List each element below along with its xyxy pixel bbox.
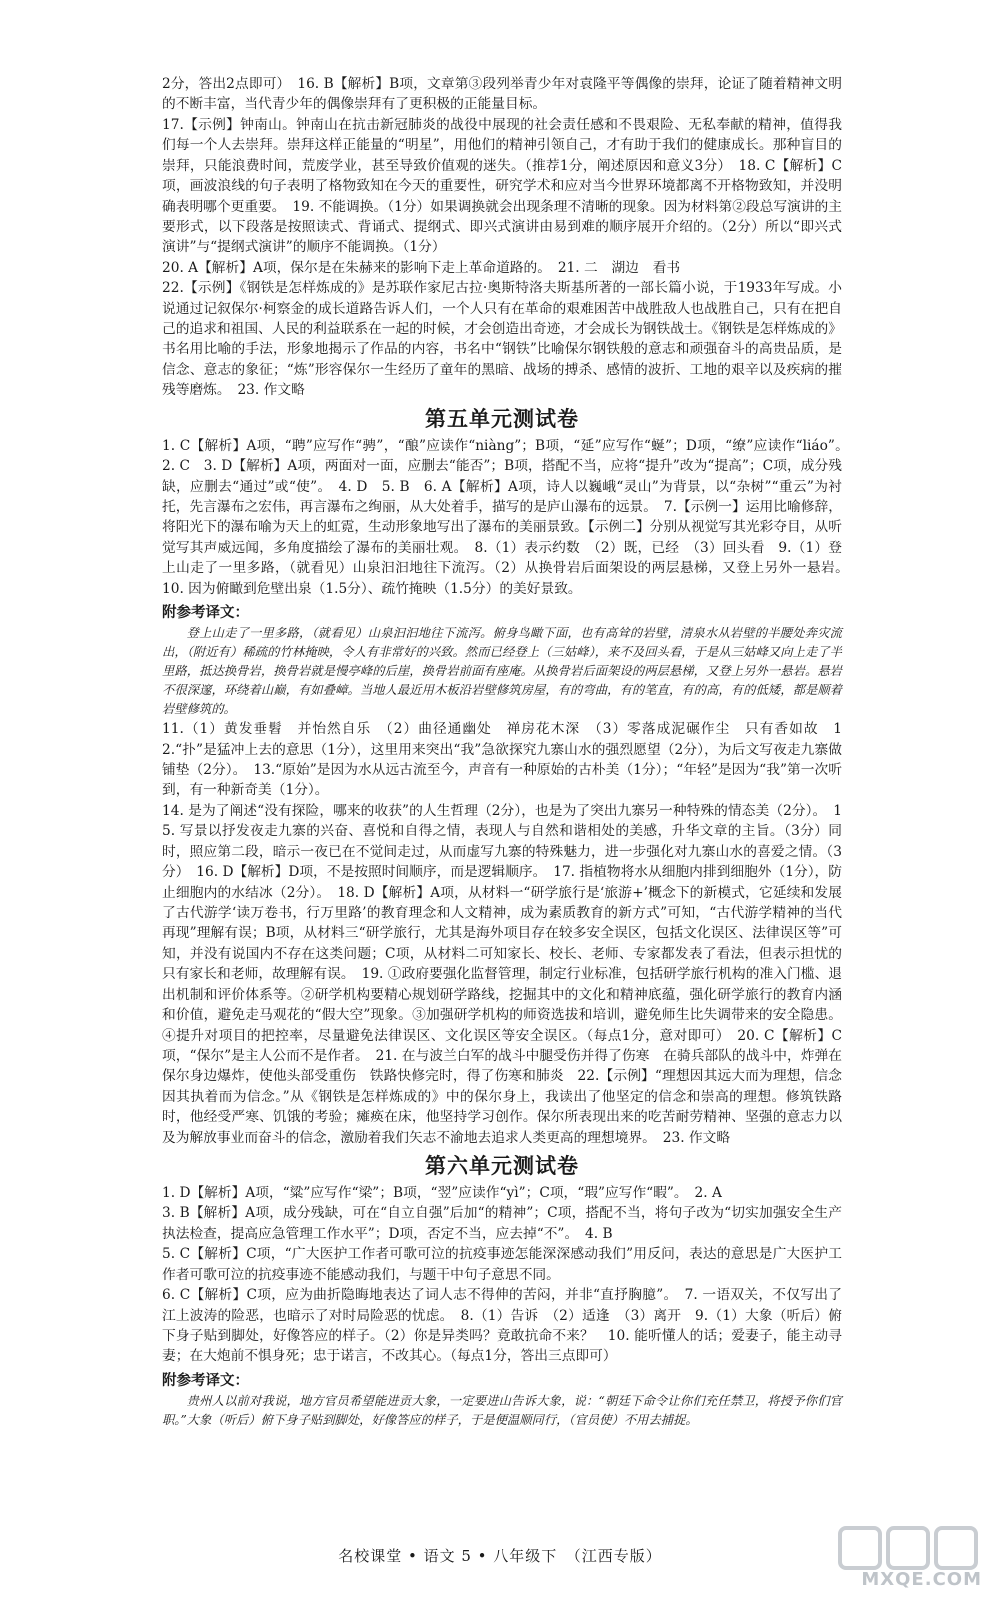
watermark-url: MXQE.COM — [861, 1569, 982, 1590]
answer-paragraph: 22.【示例】《钢铁是怎样炼成的》是苏联作家尼古拉·奥斯特洛夫斯基所著的一部长篇小说，于1933年写成。小说通过记叙保尔·柯察金的成长道路告诉人们，一个人只有在革命的艰难困苦中战胜敌人也战胜自己，只有在把自己的追求和祖国、人民的利益联系在一起的时候，才会创造出奇迹，才会成长为钢铁战士。《钢铁是怎样炼成的》书名用比喻的手法，形象地揭示了作品的内容，书名中“钢铁”比喻保尔钢铁般的意志和顽强奋斗的高贵品质，是信念、意志的象征；“炼”形容保尔一生经历了童年的黑暗、战场的搏杀、感情的波折、工地的艰辛以及疾病的摧残等磨炼。 23. 作文略 — [162, 280, 842, 399]
answer-paragraph: 1. C【解析】A项，“聘”应写作“骋”，“酿”应读作“niàng”；B项，“延”应写作“蜒”；D项，“缭”应读作“liáo”。 2. C 3. D【解析】A项，两面对一面，应删去“能否”；B项，搭配不当，应将“提升”改为“提高”；C项，成分残缺，应删去“通过”或“使”。 4. D 5. B 6. A【解析】A项，诗人以巍峨“灵山”为背景，以“杂树”“重云”为衬托，先言瀑布之宏伟，再言瀑布之绚丽，从大处着手，描写的是庐山瀑布的远景。 7.【示例一】运用比喻修辞，将阳光下的瀑布喻为天上的虹霓，生动形象地写出了瀑布的美丽景致。【示例二】分别从视觉写其光彩夺目，从听觉写其声威远闻，多角度描绘了瀑布的美丽壮观。 8.（1）表示约数 （2）既，已经 （3）回头看 9.（1）登上山走了一里多路，（就看见）山泉汩汩地往下流泻。（2）从换骨岩后面架设的两层悬梯，又登上另外一悬岩。 10. 因为俯瞰到危壁出泉（1.5分）、疏竹掩映（1.5分）的美好景致。 — [162, 437, 856, 597]
reference-translation: 贵州人以前对我说，地方官员希望能进贡大象，一定要进山告诉大象，说：“朝廷下命令让你们充任禁卫，将授予你们官职。”大象（听后）俯下身子贴到脚处，好像答应的样子，于是便温顺同行，（官员使）不用去捕捉。 — [162, 1393, 842, 1427]
answer-paragraph: 11.（1）黄发垂髫 并怡然自乐 （2）曲径通幽处 禅房花木深 （3）零落成泥碾作尘 只有香如故 12.“扑”是猛冲上去的意思（1分），这里用来突出“我”急欲探究九寨山水的强烈愿望（2分），为后文写夜走九寨做铺垫（2分）。 13.“原始”是因为水从远古流至今，声音有一种原始的古朴美（1分）；“年轻”是因为“我”第一次听到，有一种新奇美（1分）。 — [162, 721, 842, 799]
watermark-icon — [836, 1522, 986, 1570]
answer-paragraph: 3. B【解析】A项，成分残缺，可在“自立自强”后加“的精神”；C项，搭配不当，将句子改为“切实加强安全生产执法检查，提高应急管理工作水平”；D项，否定不当，应去掉“不”。 4. B — [162, 1205, 842, 1242]
watermark-logo — [836, 1522, 986, 1590]
answer-paragraph: 1. D【解析】A项，“粱”应写作“梁”；B项，“翌”应读作“yì”；C项，“瑕”应写作“暇”。 2. A — [162, 1185, 722, 1202]
section-heading: 第五单元测试卷 — [425, 406, 579, 431]
section-heading: 第六单元测试卷 — [425, 1154, 579, 1179]
answer-content — [162, 74, 856, 1430]
page-footer: 名校课堂 • 语文 5 • 八年级下 （江西专版） — [338, 1547, 662, 1565]
answer-paragraph: 14. 是为了阐述“没有探险，哪来的收获”的人生哲理（2分），也是为了突出九寨另一种特殊的情态美（2分）。 15. 写景以抒发夜走九寨的兴奋、喜悦和自得之情，表现人与自然和谐相处的美感，升华文章的主旨。（3分）同时，照应第二段，暗示一夜已在不觉间走过，从而虚写九寨的特殊魅力，进一步强化对九寨山水的喜爱之情。（3分） 16. D【解析】D项，不是按照时间顺序，而是逻辑顺序。 17. 指植物将水从细胞内排到细胞外（1分），防止细胞内的水结冰（2分）。 18. D【解析】A项，从材料一“研学旅行是‘旅游+’概念下的新模式，它延续和发展了古代游学‘读万卷书，行万里路’的教育理念和人文精神，成为素质教育的新方式”可知，“古代游学精神的当代再现”理解有误；B项，从材料三“研学旅行，尤其是海外项目存在较多安全误区，包括文化误区、法律误区等”可知，并没有说国内不存在这类问题；C项，从材料二可知家长、校长、老师、专家都发表了看法，但表示担忧的只有家长和老师，故理解有误。 19. ①政府要强化监督管理，制定行业标准，包括研学旅行机构的准入门槛、退出机制和评价体系等。②研学机构要精心规划研学路线，挖掘其中的文化和精神底蕴，强化研学旅行的教育内涵和价值，避免走马观花的“假大空”现象。③加强研学机构的师资选拔和培训，避免师生比失调带来的安全隐患。④提升对项目的把控率，尽量避免法律误区、文化误区等安全误区。（每点1分，意对即可） 20. C【解析】C项，“保尔”是主人公而不是作者。 21. 在与波兰白军的战斗中腿受伤并得了伤寒 在骑兵部队的战斗中，炸弹在保尔身边爆炸，使他头部受重伤 铁路快修完时，得了伤寒和肺炎 22.【示例】“理想因其远大而为理想，信念因其执着而为信念。”从《钢铁是怎样炼成的》中的保尔身上，我读出了他坚定的信念和崇高的理想。修筑铁路时，他经受严寒、饥饿的考验；瘫痪在床，他坚持学习创作。保尔所表现出来的吃苦耐劳精神、坚强的意志力以及为解放事业而奋斗的信念，激励着我们矢志不渝地去追求人类更高的理想境界。 23. 作文略 — [162, 802, 842, 1146]
reference-translation-label: 附参考译文： — [162, 605, 249, 622]
reference-translation: 登上山走了一里多路，（就看见）山泉汩汩地往下流泻。俯身鸟瞰下面，也有高耸的岩壁，清泉水从岩壁的半腰处奔灾流出，（附近有）稀疏的竹林掩映，令人有非常好的兴致。然而已经登上（三姑峰），来不及回头看，于是从三姑峰又向上走了半里路，抵达换骨岩，换骨岩就是慢亭峰的后崖，换骨岩前面有座庵。从换骨岩后面架设的两层悬梯，又登上另外一悬岩。悬岩不很深邃，环绕着山巅，有如叠嶂。当地人最近用木板沿岩壁修筑房屋，有的弯曲，有的笔直，有的高，有的低矮，都是顺着岩壁修筑的。 — [162, 626, 842, 717]
answer-paragraph: 2分，答出2点即可） 16. B【解析】B项，文章第③段列举青少年对袁隆平等偶像的崇拜，论证了随着精神文明的不断丰富，当代青少年的偶像崇拜有了更积极的正能量目标。 — [162, 76, 842, 113]
answer-paragraph: 6. C【解析】C项，应为曲折隐晦地表达了词人志不得伸的苦闷，并非“直抒胸臆”。 7. 一语双关，不仅写出了江上波涛的险恶，也暗示了对时局险恶的忧虑。 8.（1）告诉 （2）适逢 （3）离开 9.（1）大象（听后）俯下身子贴到脚处，好像答应的样子。（2）你是异类吗？竟敢抗命不来？ 10. 能听懂人的话；爱妻子，能主动寻妻；在大炮前不惧身死；忠于诺言，不改其心。（每点1分，答出三点即可） — [162, 1287, 842, 1365]
answer-paragraph: 5. C【解析】C项，“广大医护工作者可歌可泣的抗疫事迹怎能深深感动我们”用反问，表达的意思是广大医护工作者可歌可泣的抗疫事迹不能感动我们，与题干中句子意思不同。 — [162, 1246, 842, 1283]
answer-paragraph: 20. A【解析】A项，保尔是在朱赫来的影响下走上革命道路的。 21. 二 湖边 看书 — [162, 259, 681, 276]
answer-paragraph: 17.【示例】钟南山。钟南山在抗击新冠肺炎的战役中展现的社会责任感和不畏艰险、无私奉献的精神，值得我们每一个人去崇拜。崇拜这样正能量的“明星”，用他们的精神引领自己，才有助于我们的健康成长。那种盲目的崇拜，只能浪费时间，荒废学业，甚至导致价值观的迷失。（推荐1分，阐述原因和意义3分） 18. C【解析】C项，画波浪线的句子表明了格物致知在今天的重要性，研究学术和应对当今世界环境都离不开格物致知，并没明确表明哪个更重要。 19. 不能调换。（1分）如果调换就会出现条理不清晰的现象。因为材料第②段总写演讲的主要形式，以下段落是按照读式、背诵式、提纲式、即兴式演讲由易到难的顺序展开介绍的。（2分）所以“即兴式演讲”与“提纲式演讲”的顺序不能调换。（1分） — [162, 116, 842, 256]
reference-translation-label: 附参考译文： — [162, 1372, 249, 1389]
